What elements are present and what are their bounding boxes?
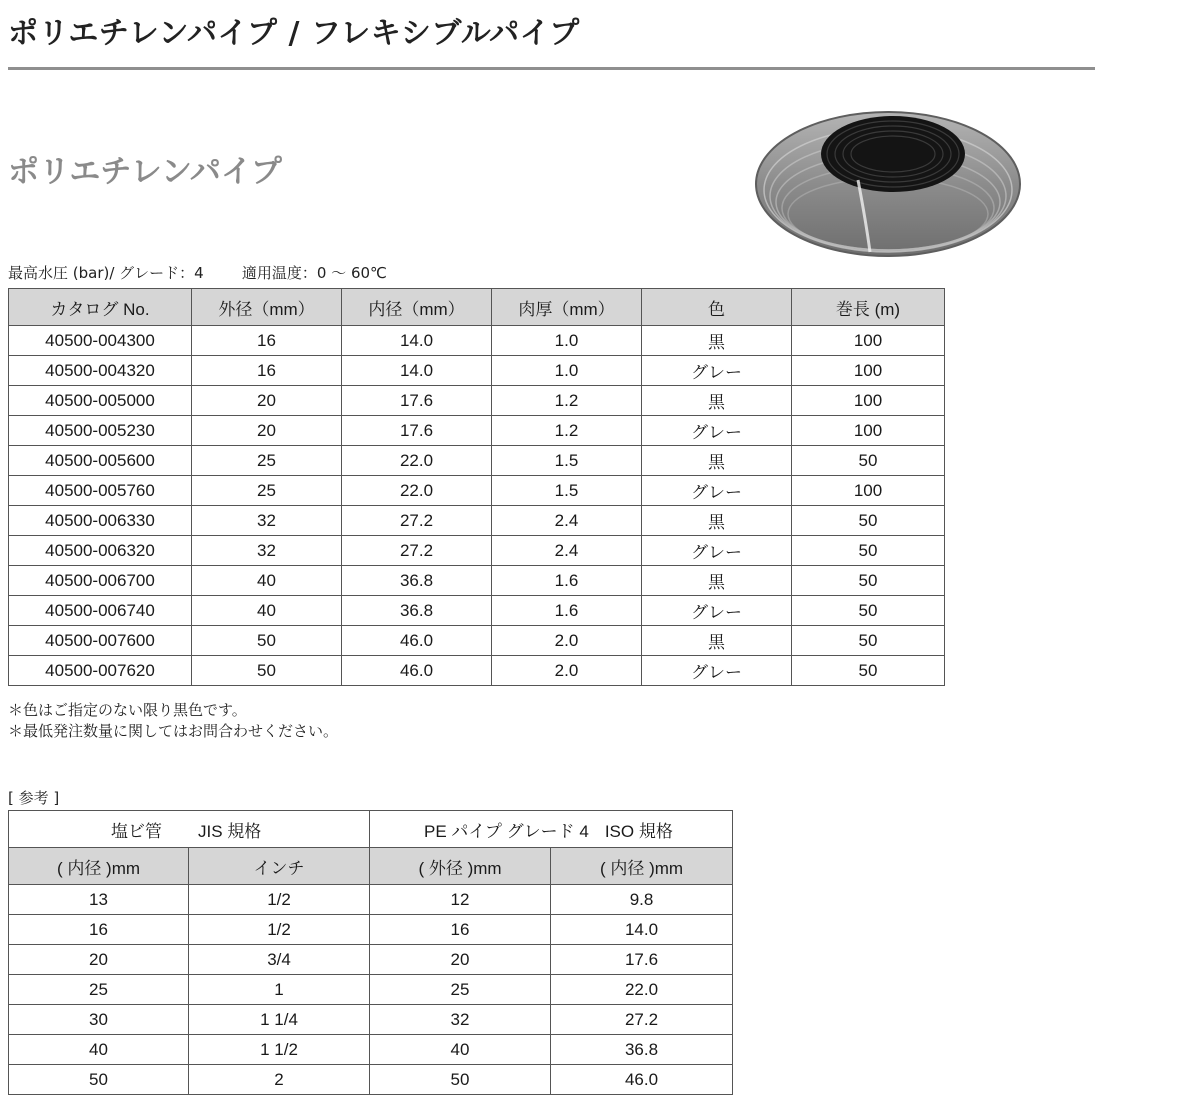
table-cell: グレー xyxy=(642,356,792,386)
sub-header-pvc-inner: ( 内径 )mm xyxy=(9,848,189,885)
reference-table-row xyxy=(9,945,733,975)
product-table-row xyxy=(9,506,945,536)
table-cell: 40 xyxy=(9,1035,189,1065)
product-table-row xyxy=(9,656,945,686)
group-pe-label: PE パイプ グレード 4 xyxy=(424,821,589,841)
table-cell: 1.2 xyxy=(492,386,642,416)
table-cell: 40500-006320 xyxy=(9,536,192,566)
pipe-coil-image xyxy=(748,92,1030,262)
table-cell: 32 xyxy=(192,506,342,536)
product-table xyxy=(8,288,945,686)
table-cell: 黒 xyxy=(642,446,792,476)
table-cell: 2.4 xyxy=(492,506,642,536)
table-cell: 27.2 xyxy=(551,1005,733,1035)
table-cell: 25 xyxy=(370,975,551,1005)
table-cell: 32 xyxy=(192,536,342,566)
reference-table xyxy=(8,810,733,1095)
table-cell: 1.0 xyxy=(492,326,642,356)
reference-table-row xyxy=(9,885,733,915)
table-cell: 50 xyxy=(792,446,945,476)
product-table-row xyxy=(9,596,945,626)
table-cell: 50 xyxy=(192,656,342,686)
table-cell: 46.0 xyxy=(342,626,492,656)
group-pvc-jis xyxy=(9,811,370,848)
table-cell: 50 xyxy=(792,626,945,656)
reference-label: [ 参考 ] xyxy=(8,789,60,807)
product-table-row xyxy=(9,536,945,566)
table-cell: 50 xyxy=(370,1065,551,1095)
table-cell: 1.6 xyxy=(492,566,642,596)
spec-temperature: 適用温度：0 ～ 60℃ xyxy=(241,264,387,282)
table-cell: 36.8 xyxy=(342,566,492,596)
header-inner-diameter: 内径（mm） xyxy=(342,289,492,326)
table-cell: 黒 xyxy=(642,566,792,596)
table-cell: 1 1/2 xyxy=(189,1035,370,1065)
table-cell: 1 xyxy=(189,975,370,1005)
page-title: ポリエチレンパイプ / フレキシブルパイプ xyxy=(8,16,580,51)
table-cell: 20 xyxy=(192,386,342,416)
reference-sub-header xyxy=(9,848,733,885)
table-cell: 40 xyxy=(192,596,342,626)
header-catalog-no: カタログ No. xyxy=(9,289,192,326)
table-cell: 1.0 xyxy=(492,356,642,386)
notes xyxy=(8,700,338,742)
table-cell: 40500-005760 xyxy=(9,476,192,506)
group-pvc-label: 塩ビ管 xyxy=(111,821,162,841)
table-cell: 17.6 xyxy=(551,945,733,975)
table-cell: 3/4 xyxy=(189,945,370,975)
table-cell: 100 xyxy=(792,326,945,356)
table-cell: 40500-004300 xyxy=(9,326,192,356)
table-cell: 1.5 xyxy=(492,476,642,506)
table-cell: 100 xyxy=(792,356,945,386)
product-table-row xyxy=(9,356,945,386)
table-cell: 25 xyxy=(9,975,189,1005)
section-title: ポリエチレンパイプ xyxy=(8,154,282,190)
product-table-row xyxy=(9,326,945,356)
table-cell: 40500-007620 xyxy=(9,656,192,686)
table-cell: 20 xyxy=(192,416,342,446)
table-cell: 40500-005230 xyxy=(9,416,192,446)
table-cell: 2.0 xyxy=(492,656,642,686)
reference-table-row xyxy=(9,1035,733,1065)
table-cell: 46.0 xyxy=(551,1065,733,1095)
table-cell: 16 xyxy=(370,915,551,945)
table-cell: 20 xyxy=(370,945,551,975)
table-cell: 12 xyxy=(370,885,551,915)
table-cell: グレー xyxy=(642,656,792,686)
table-cell: 1.2 xyxy=(492,416,642,446)
table-cell: 17.6 xyxy=(342,416,492,446)
group-iso-label: ISO 規格 xyxy=(604,821,673,841)
table-cell: 1/2 xyxy=(189,885,370,915)
sub-header-pe-inner: ( 内径 )mm xyxy=(551,848,733,885)
table-cell: 50 xyxy=(9,1065,189,1095)
table-cell: 14.0 xyxy=(342,356,492,386)
table-cell: 46.0 xyxy=(342,656,492,686)
sub-header-pe-outer: ( 外径 )mm xyxy=(370,848,551,885)
table-cell: グレー xyxy=(642,416,792,446)
table-cell: 25 xyxy=(192,446,342,476)
header-color: 色 xyxy=(642,289,792,326)
table-cell: 22.0 xyxy=(551,975,733,1005)
table-cell: 40500-005000 xyxy=(9,386,192,416)
table-cell: 40500-006740 xyxy=(9,596,192,626)
table-cell: 32 xyxy=(370,1005,551,1035)
table-cell: グレー xyxy=(642,596,792,626)
table-cell: 25 xyxy=(192,476,342,506)
table-cell: グレー xyxy=(642,536,792,566)
table-cell: 13 xyxy=(9,885,189,915)
table-cell: 36.8 xyxy=(342,596,492,626)
table-cell: 黒 xyxy=(642,506,792,536)
table-cell: 1.5 xyxy=(492,446,642,476)
table-cell: 2.0 xyxy=(492,626,642,656)
table-cell: 9.8 xyxy=(551,885,733,915)
table-cell: 20 xyxy=(9,945,189,975)
sub-header-inch: インチ xyxy=(189,848,370,885)
product-table-header xyxy=(9,289,945,326)
table-cell: グレー xyxy=(642,476,792,506)
reference-table-row xyxy=(9,915,733,945)
table-cell: 14.0 xyxy=(551,915,733,945)
table-cell: 100 xyxy=(792,386,945,416)
table-cell: 36.8 xyxy=(551,1035,733,1065)
table-cell: 22.0 xyxy=(342,446,492,476)
spec-line xyxy=(8,262,387,283)
header-coil-length: 巻長 (m) xyxy=(792,289,945,326)
table-cell: 100 xyxy=(792,476,945,506)
table-cell: 50 xyxy=(792,656,945,686)
table-cell: 40500-006700 xyxy=(9,566,192,596)
table-cell: 16 xyxy=(192,356,342,386)
table-cell: 50 xyxy=(792,566,945,596)
table-cell: 40500-004320 xyxy=(9,356,192,386)
table-cell: 1 1/4 xyxy=(189,1005,370,1035)
table-cell: 50 xyxy=(792,596,945,626)
spec-pressure: 最高水圧 (bar)/ グレード：4 xyxy=(8,264,204,282)
header-wall-thickness: 肉厚（mm） xyxy=(492,289,642,326)
table-cell: 16 xyxy=(9,915,189,945)
product-table-row xyxy=(9,446,945,476)
header-outer-diameter: 外径（mm） xyxy=(192,289,342,326)
table-cell: 1.6 xyxy=(492,596,642,626)
product-table-row xyxy=(9,476,945,506)
note-min-order: ＊最低発注数量に関してはお問合わせください。 xyxy=(8,722,339,740)
table-cell: 27.2 xyxy=(342,536,492,566)
table-cell: 2.4 xyxy=(492,536,642,566)
table-cell: 40500-006330 xyxy=(9,506,192,536)
group-jis-label: JIS 規格 xyxy=(198,821,262,841)
table-cell: 2 xyxy=(189,1065,370,1095)
group-pe-iso xyxy=(370,811,733,848)
title-divider xyxy=(8,67,1095,70)
reference-group-header xyxy=(9,811,733,848)
table-cell: 100 xyxy=(792,416,945,446)
table-cell: 40 xyxy=(192,566,342,596)
product-table-row xyxy=(9,416,945,446)
table-cell: 黒 xyxy=(642,626,792,656)
reference-table-row xyxy=(9,975,733,1005)
reference-table-row xyxy=(9,1065,733,1095)
table-cell: 40 xyxy=(370,1035,551,1065)
note-color: ＊色はご指定のない限り黒色です。 xyxy=(8,701,247,719)
table-cell: 50 xyxy=(792,536,945,566)
table-cell: 40500-007600 xyxy=(9,626,192,656)
table-cell: 16 xyxy=(192,326,342,356)
table-cell: 27.2 xyxy=(342,506,492,536)
product-table-row xyxy=(9,386,945,416)
table-cell: 50 xyxy=(792,506,945,536)
table-cell: 40500-005600 xyxy=(9,446,192,476)
table-cell: 1/2 xyxy=(189,915,370,945)
table-cell: 黒 xyxy=(642,386,792,416)
table-cell: 30 xyxy=(9,1005,189,1035)
product-table-row xyxy=(9,566,945,596)
product-table-row xyxy=(9,626,945,656)
table-cell: 50 xyxy=(192,626,342,656)
table-cell: 17.6 xyxy=(342,386,492,416)
table-cell: 22.0 xyxy=(342,476,492,506)
table-cell: 黒 xyxy=(642,326,792,356)
reference-table-row xyxy=(9,1005,733,1035)
table-cell: 14.0 xyxy=(342,326,492,356)
